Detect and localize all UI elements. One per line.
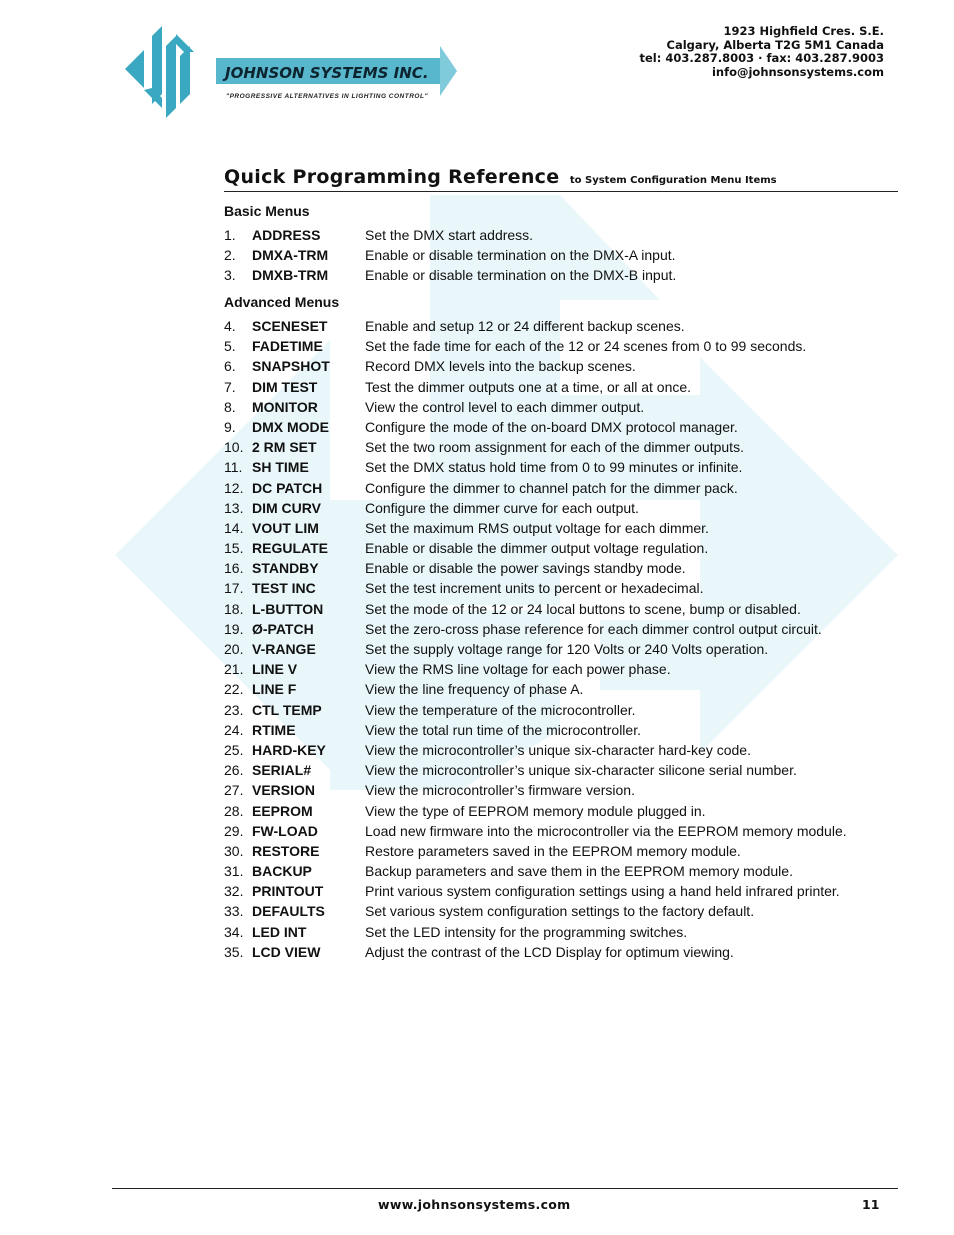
menu-item-name: SH TIME (252, 459, 309, 476)
menu-item-name: V-RANGE (252, 641, 316, 657)
menu-item-name: PRINTOUT (252, 883, 324, 900)
menu-item-description: View the microcontroller’s unique six-character hard-key code. (365, 741, 751, 758)
menu-item-name: DIM CURV (252, 499, 321, 516)
menu-item-description: View the microcontroller’s firmware version. (365, 782, 635, 799)
menu-item-name: FW-LOAD (252, 822, 318, 839)
menu-item-name: DEFAULTS (252, 903, 325, 920)
menu-item-name: RESTORE (252, 842, 320, 859)
menu-item-number: 9. (224, 418, 236, 435)
menu-item-description: Set the two room assignment for each of the dimmer outputs. (365, 439, 744, 456)
page-title: Quick Programming Reference (224, 166, 560, 188)
menu-item-number: 27. (224, 782, 244, 799)
page-number: 11 (862, 1197, 880, 1212)
menu-item-name: DMXA-TRM (252, 247, 329, 264)
menu-item-description: View the line frequency of phase A. (365, 681, 584, 698)
menu-item-name: SERIAL# (252, 762, 312, 779)
menu-item-description: Set the zero-cross phase reference for each dimmer control output circuit. (365, 620, 822, 637)
menu-item-number: 15. (224, 540, 244, 557)
menu-item-name: RTIME (252, 721, 296, 738)
menu-item-name: LINE F (252, 681, 297, 698)
menu-item-name: DMX MODE (252, 418, 329, 435)
menu-item-name: LED INT (252, 923, 307, 940)
menu-item-description: Enable or disable termination on the DMX-A input. (365, 247, 676, 264)
menu-item-number: 5. (224, 338, 236, 355)
menu-item-description: View the total run time of the microcontroller. (365, 721, 641, 738)
menu-item-name: VOUT LIM (252, 519, 319, 536)
menu-item-number: 28. (224, 802, 244, 819)
menu-item-description: Configure the mode of the on-board DMX protocol manager. (365, 418, 738, 435)
page-subtitle: to System Configuration Menu Items (569, 175, 777, 186)
footer-url: www.johnsonsystems.com (378, 1197, 571, 1212)
menu-item-number: 12. (224, 479, 244, 496)
menu-item-description: Set the fade time for each of the 12 or 24 scenes from 0 to 99 seconds. (365, 338, 807, 355)
menu-item-number: 24. (224, 721, 244, 738)
menu-item-name: DMXB-TRM (252, 267, 329, 284)
menu-item-number: 35. (224, 943, 244, 960)
menu-item-description: Configure the dimmer to channel patch for the dimmer pack. (365, 479, 738, 496)
menu-item-description: Enable or disable the dimmer output voltage regulation. (365, 540, 709, 557)
menu-item-number: 2. (224, 247, 236, 264)
menu-item-number: 21. (224, 661, 244, 678)
logo-tagline: "PROGRESSIVE ALTERNATIVES IN LIGHTING CONTROL" (226, 93, 429, 100)
menu-item-number: 17. (224, 580, 244, 597)
menu-item-description: Enable and setup 12 or 24 different backup scenes. (365, 318, 685, 334)
advanced-menus-heading: Advanced Menus (224, 294, 340, 310)
company-logo (122, 24, 462, 119)
menu-item-number: 1. (224, 227, 236, 243)
menu-item-name: TEST INC (252, 580, 316, 597)
page-title-row (224, 166, 898, 192)
menu-item-number: 13. (224, 499, 244, 516)
menu-item-description: Set various system configuration settings to the factory default. (365, 903, 755, 920)
menu-item-description: Backup parameters and save them in the EEPROM memory module. (365, 863, 793, 880)
menu-item-number: 8. (224, 398, 236, 415)
menu-item-description: Configure the dimmer curve for each output. (365, 499, 639, 516)
menu-item-number: 6. (224, 358, 236, 375)
menu-item-description: Enable or disable the power savings standby mode. (365, 560, 686, 577)
menu-item-description: Set the test increment units to percent or hexadecimal. (365, 580, 704, 597)
menu-item-number: 33. (224, 903, 244, 920)
menu-item-description: Load new firmware into the microcontroller via the EEPROM memory module. (365, 822, 847, 839)
menu-item-number: 20. (224, 641, 244, 657)
menu-item-name: LINE V (252, 661, 298, 678)
menu-item-number: 32. (224, 883, 244, 900)
menu-item-number: 23. (224, 701, 244, 718)
address-line-phone: tel: 403.287.8003 · fax: 403.287.9003 (639, 51, 884, 66)
menu-item-name: REGULATE (252, 540, 328, 557)
menu-item-description: Set the DMX status hold time from 0 to 99 minutes or infinite. (365, 459, 743, 476)
company-address (639, 25, 884, 79)
menu-item-number: 29. (224, 822, 244, 839)
menu-item-name: FADETIME (252, 338, 323, 355)
menu-item-number: 18. (224, 600, 244, 617)
menu-item-name: ADDRESS (252, 227, 321, 243)
menu-item-number: 4. (224, 318, 236, 334)
menu-item-description: Adjust the contrast of the LCD Display for optimum viewing. (365, 943, 734, 960)
menu-item-number: 31. (224, 863, 244, 880)
menu-item-description: View the microcontroller’s unique six-character silicone serial number. (365, 762, 797, 779)
menu-item-name: SCENESET (252, 318, 328, 334)
menu-item-number: 11. (224, 459, 243, 476)
basic-menus-heading: Basic Menus (224, 203, 310, 219)
menu-item-number: 34. (224, 923, 244, 940)
menu-item-name: DC PATCH (252, 479, 323, 496)
menu-item-name: DIM TEST (252, 378, 318, 395)
menu-item-name: LCD VIEW (252, 943, 321, 960)
footer-divider (112, 1188, 898, 1189)
menu-item-description: Set the DMX start address. (365, 227, 534, 243)
menu-item-number: 10. (224, 439, 244, 456)
address-line-city: Calgary, Alberta T2G 5M1 Canada (666, 37, 884, 52)
menu-item-description: Set the supply voltage range for 120 Volts or 240 Volts operation. (365, 641, 769, 657)
menu-item-description: View the type of EEPROM memory module plugged in. (365, 802, 706, 819)
menu-item-number: 26. (224, 762, 244, 779)
menu-item-name: 2 RM SET (252, 439, 317, 456)
menu-item-description: Restore parameters saved in the EEPROM memory module. (365, 842, 741, 859)
menu-item-description: View the control level to each dimmer output. (365, 398, 645, 415)
menu-item-number: 30. (224, 842, 244, 859)
menu-item-description: View the temperature of the microcontroller. (365, 701, 636, 718)
menu-item-description: Set the LED intensity for the programming switches. (365, 923, 688, 940)
menu-item-name: STANDBY (252, 560, 319, 577)
menu-item-number: 22. (224, 681, 244, 698)
menu-item-number: 19. (224, 620, 244, 637)
logo-text: JOHNSON SYSTEMS INC. (225, 64, 429, 82)
menu-item-description: Set the mode of the 12 or 24 local buttons to scene, bump or disabled. (365, 600, 801, 617)
menu-item-description: Record DMX levels into the backup scenes. (365, 358, 636, 375)
menu-item-description: Print various system configuration settings using a hand held infrared printer. (365, 883, 840, 900)
menu-item-description: Set the maximum RMS output voltage for each dimmer. (365, 519, 709, 536)
address-line-street: 1923 Highfield Cres. S.E. (723, 24, 884, 38)
menu-item-number: 14. (224, 519, 244, 536)
menu-item-number: 7. (224, 378, 236, 395)
menu-item-number: 3. (224, 267, 236, 284)
address-line-email: info@johnsonsystems.com (711, 64, 884, 79)
menu-item-name: BACKUP (252, 863, 312, 880)
menu-item-description: Test the dimmer outputs one at a time, or all at once. (365, 378, 692, 395)
menu-item-name: SNAPSHOT (252, 358, 330, 375)
menu-item-name: VERSION (252, 782, 316, 799)
menu-item-name: CTL TEMP (252, 701, 322, 718)
menu-item-name: EEPROM (252, 802, 313, 819)
menu-item-description: View the RMS line voltage for each power phase. (365, 661, 671, 678)
menu-item-name: L-BUTTON (252, 600, 324, 617)
menu-item-description: Enable or disable termination on the DMX-B input. (365, 267, 677, 284)
menu-item-number: 25. (224, 741, 244, 758)
menu-item-name: Ø-PATCH (252, 620, 314, 637)
menu-item-number: 16. (224, 560, 244, 577)
menu-item-name: HARD-KEY (252, 741, 326, 758)
menu-item-name: MONITOR (252, 398, 318, 415)
